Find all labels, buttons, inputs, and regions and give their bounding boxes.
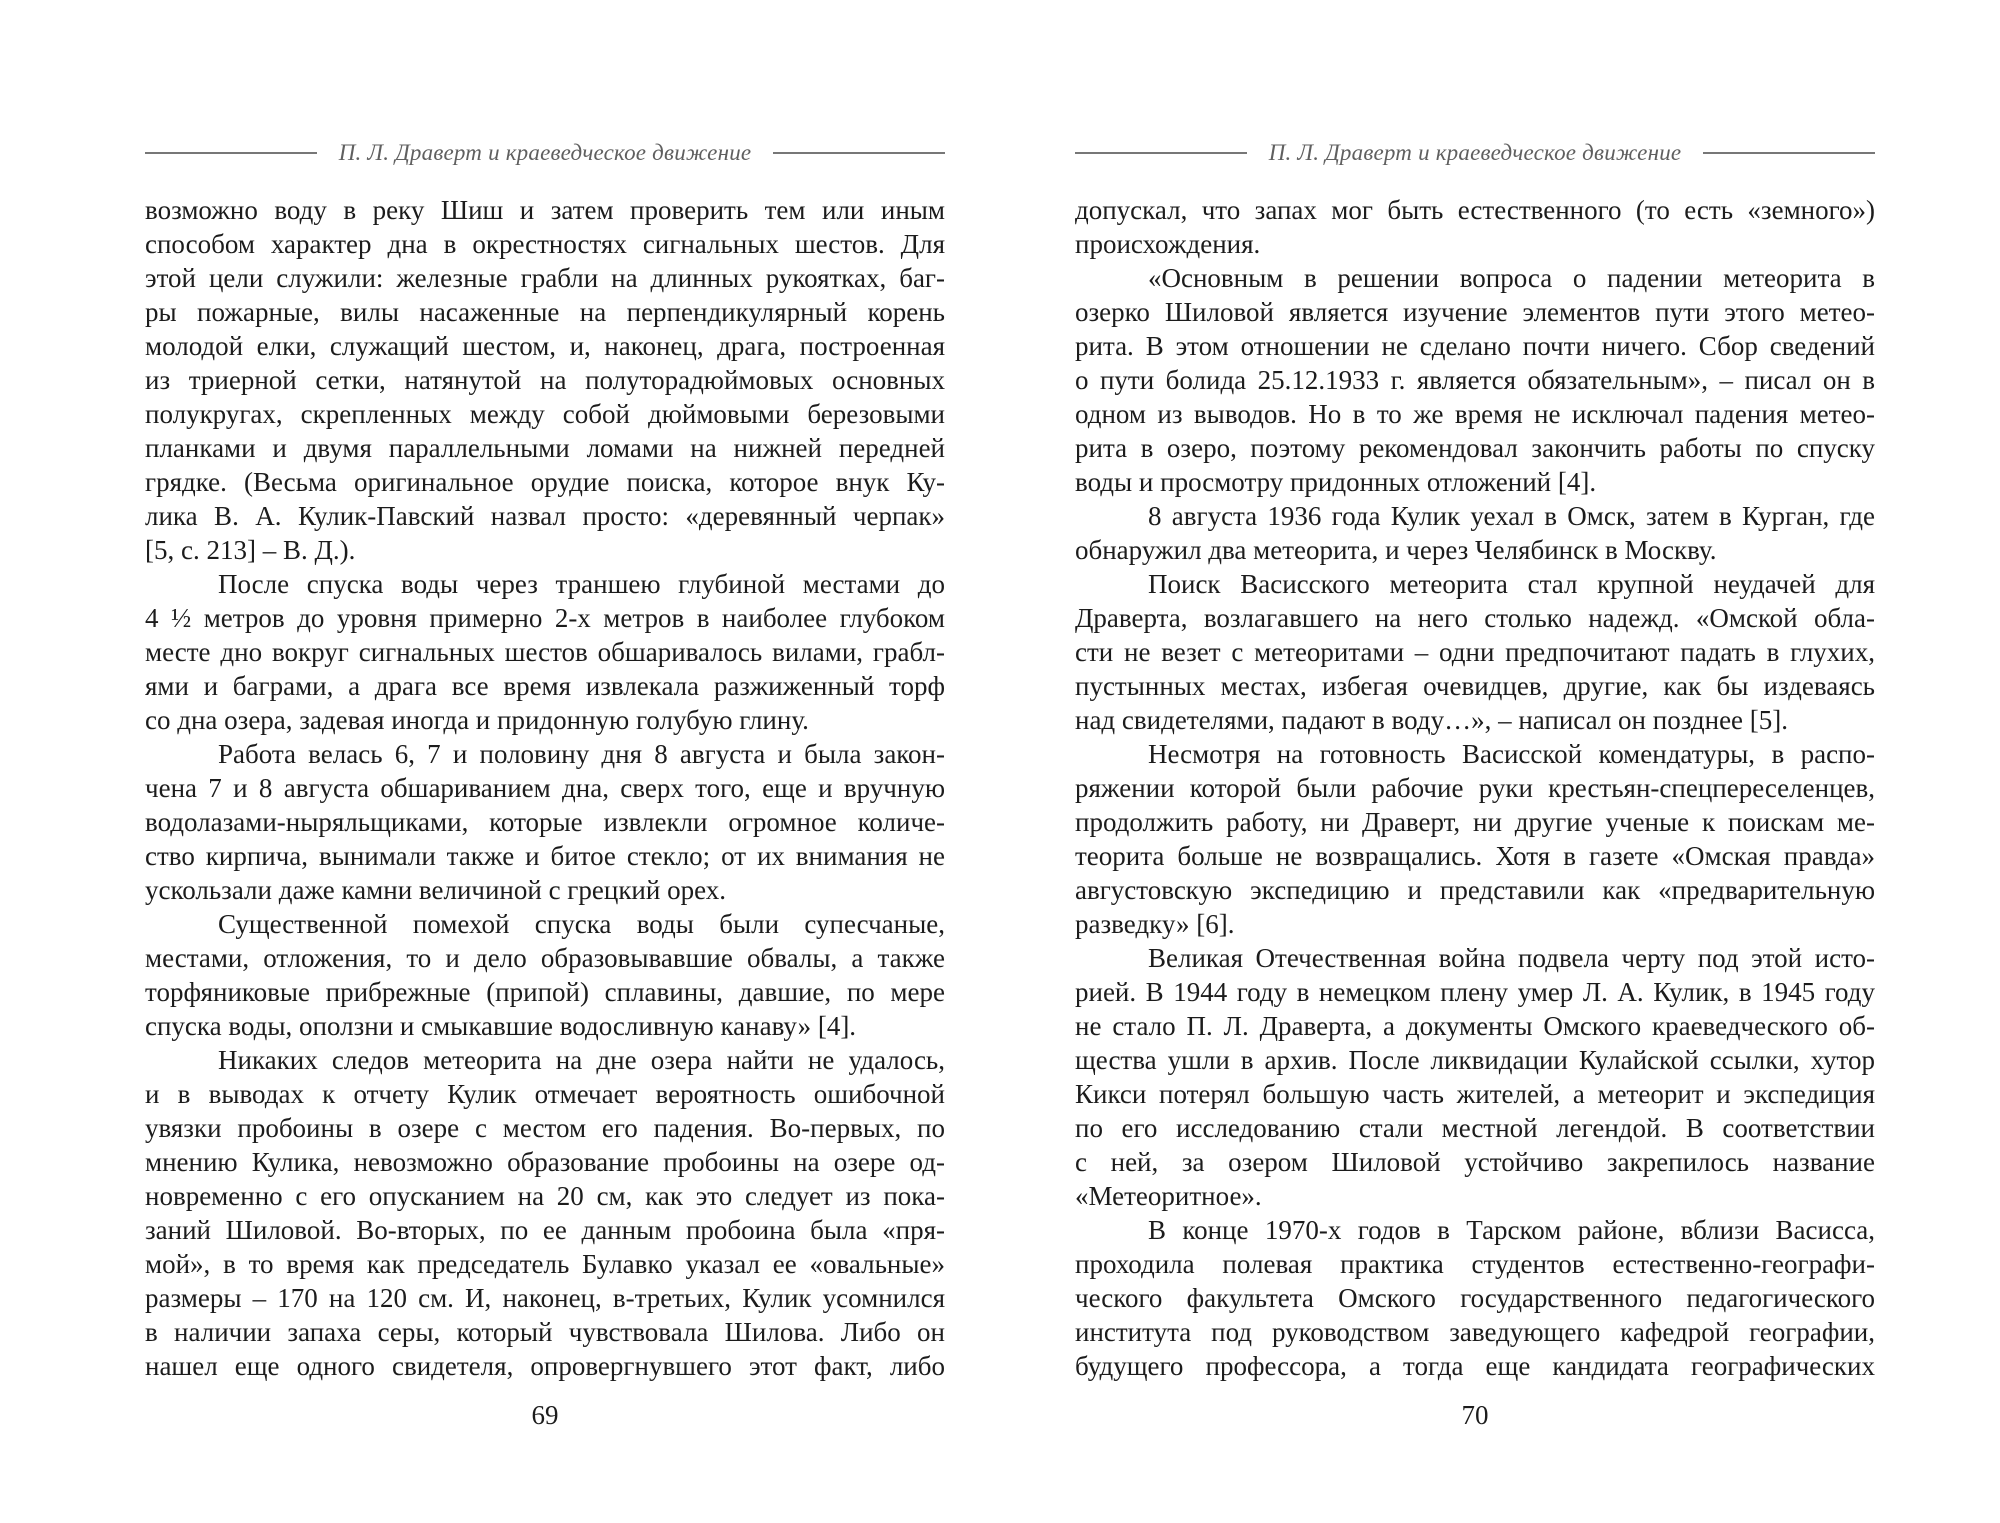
text-line: Работа велась 6, 7 и половину дня 8 августа и была закон- — [218, 739, 945, 769]
text-line: ры пожарные, вилы насаженные на перпендикулярный корень — [145, 297, 945, 327]
body-text — [1075, 193, 1875, 1383]
text-line: Никаких следов метеорита на дне озера найти не удалось, — [218, 1045, 945, 1075]
text-line: будущего профессора, а тогда еще кандидата географических — [1075, 1351, 1875, 1381]
text-line: из триерной сетки, натянутой на полуторадюймовых основных — [145, 365, 945, 395]
text-line: молодой елки, служащий шестом, и, наконец, драга, построенная — [145, 331, 945, 361]
text-line: и в выводах к отчету Кулик отмечает вероятность ошибочной — [145, 1079, 945, 1109]
text-line: увязки пробоины в озере с местом его падения. Во-первых, по — [145, 1113, 945, 1143]
text-line: по его исследованию стали местной легендой. В соответствии — [1075, 1113, 1875, 1143]
text-line: «Метеоритное». — [1075, 1181, 1262, 1211]
text-line: института под руководством заведующего кафедрой географии, — [1075, 1317, 1875, 1347]
header-rule-left — [1075, 152, 1247, 154]
text-line: рита в озеро, поэтому рекомендовал закончить работы по спуску — [1075, 433, 1875, 463]
text-line: Несмотря на готовность Васисской комендатуры, в распо- — [1148, 739, 1875, 769]
text-line: месте дно вокруг сигнальных шестов обшаривалось вилами, грабл- — [145, 637, 945, 667]
text-line: В конце 1970-х годов в Тарском районе, вблизи Васисса, — [1148, 1215, 1875, 1245]
text-line: щества ушли в архив. После ликвидации Кулайской ссылки, хутор — [1075, 1045, 1875, 1075]
text-line: возможно воду в реку Шиш и затем проверить тем или иным — [145, 195, 945, 225]
text-line: 8 августа 1936 года Кулик уехал в Омск, затем в Курган, где — [1148, 501, 1875, 531]
text-line: в наличии запаха серы, который чувствовала Шилова. Либо он — [145, 1317, 945, 1347]
text-line: водолазами-ныряльщиками, которые извлекли огромное количе- — [145, 807, 945, 837]
text-line: грядке. (Весьма оригинальное орудие поиска, которое внук Ку- — [145, 467, 945, 497]
text-line: августовскую экспедицию и представили как «предварительную — [1075, 875, 1875, 905]
text-line: нашел еще одного свидетеля, опровергнувшего этот факт, либо — [145, 1351, 945, 1381]
text-line: новременно с его опусканием на 20 см, как это следует из пока- — [145, 1181, 945, 1211]
text-line: рией. В 1944 году в немецком плену умер Л. А. Кулик, в 1945 году — [1075, 977, 1875, 1007]
text-line: допускал, что запах мог быть естественного (то есть «земного») — [1075, 195, 1875, 225]
text-line: местами, отложения, то и дело образовывавшие обвалы, а также — [145, 943, 945, 973]
left-page — [145, 0, 945, 1523]
text-line: ческого факультета Омского государственного педагогического — [1075, 1283, 1875, 1313]
text-line: Драверта, возлагавшего на него столько надежд. «Омской обла- — [1075, 603, 1875, 633]
header-rule-right — [773, 152, 945, 154]
text-line: способом характер дна в окрестностях сигнальных шестов. Для — [145, 229, 945, 259]
text-line: ускользали даже камни величиной с грецкий орех. — [145, 875, 726, 905]
text-line: над свидетелями, падают в воду…», – написал он позднее [5]. — [1075, 705, 1789, 735]
text-line: сти не везет с метеоритами – одни предпочитают падать в глухих, — [1075, 637, 1875, 667]
text-line: воды и просмотру придонных отложений [4]. — [1075, 467, 1597, 497]
running-header-title: П. Л. Драверт и краеведческое движение — [338, 140, 752, 165]
text-line: не стало П. Л. Драверта, а документы Омского краеведческого об- — [1075, 1011, 1875, 1041]
right-page — [1075, 0, 1875, 1523]
text-line: Поиск Васисского метеорита стал крупной неудачей для — [1148, 569, 1875, 599]
text-line: проходила полевая практика студентов естественно-географи- — [1075, 1249, 1875, 1279]
text-line: одном из выводов. Но в то же время не исключал падения метео- — [1075, 399, 1875, 429]
text-line: о пути болида 25.12.1933 г. является обязательным», – писал он в — [1075, 365, 1875, 395]
text-line: размеры – 170 на 120 см. И, наконец, в-третьих, Кулик усомнился — [145, 1283, 945, 1313]
text-line: разведку» [6]. — [1075, 909, 1235, 939]
running-header — [145, 138, 945, 168]
text-line: мой», в то время как председатель Булавко указал ее «овальные» — [145, 1249, 945, 1279]
text-line: мнению Кулика, невозможно образование пробоины на озере од- — [145, 1147, 945, 1177]
text-line: Существенной помехой спуска воды были супесчаные, — [218, 909, 945, 939]
text-line: полукругах, скрепленных между собой дюймовыми березовыми — [145, 399, 945, 429]
text-line: После спуска воды через траншею глубиной местами до — [218, 569, 945, 599]
text-line: продолжить работу, ни Драверт, ни другие ученые к поискам ме- — [1075, 807, 1875, 837]
text-line: [5, с. 213] – В. Д.). — [145, 535, 356, 565]
text-line: Великая Отечественная война подвела черту под этой исто- — [1148, 943, 1875, 973]
text-line: лика В. А. Кулик-Павский назвал просто: «деревянный черпак» — [145, 501, 945, 531]
text-line: теорита больше не возвращались. Хотя в газете «Омская правда» — [1075, 841, 1875, 871]
text-line: с ней, за озером Шиловой устойчиво закрепилось название — [1075, 1147, 1875, 1177]
text-line: ями и баграми, а драга все время извлекала разжиженный торф — [145, 671, 945, 701]
text-line: озерко Шиловой является изучение элементов пути этого метео- — [1075, 297, 1875, 327]
text-line: происхождения. — [1075, 229, 1261, 259]
text-line: заний Шиловой. Во-вторых, по ее данным пробоина была «пря- — [145, 1215, 945, 1245]
text-line: планками и двумя параллельными ломами на нижней передней — [145, 433, 945, 463]
text-line: со дна озера, задевая иногда и придонную голубую глину. — [145, 705, 809, 735]
text-line: пустынных местах, избегая очевидцев, другие, как бы издеваясь — [1075, 671, 1875, 701]
text-line: спуска воды, оползни и смыкавшие водосливную канаву» [4]. — [145, 1011, 857, 1041]
text-line: обнаружил два метеорита, и через Челябинск в Москву. — [1075, 535, 1717, 565]
text-line: торфяниковые прибрежные (припой) сплавины, давшие, по мере — [145, 977, 945, 1007]
text-line: рита. В этом отношении не сделано почти ничего. Сбор сведений — [1075, 331, 1875, 361]
page-number: 70 — [1461, 1400, 1489, 1430]
text-line: чена 7 и 8 августа обшариванием дна, сверх того, еще и вручную — [145, 773, 945, 803]
text-line: этой цели служили: железные грабли на длинных рукоятках, баг- — [145, 263, 945, 293]
body-text — [145, 193, 945, 1383]
text-line: ряжении которой были рабочие руки крестьян-спецпереселенцев, — [1075, 773, 1875, 803]
running-header-title: П. Л. Драверт и краеведческое движение — [1268, 140, 1682, 165]
text-line: Кикси потерял большую часть жителей, а метеорит и экспедиция — [1075, 1079, 1875, 1109]
page-number: 69 — [531, 1400, 559, 1430]
running-header — [1075, 138, 1875, 168]
header-rule-left — [145, 152, 317, 154]
text-line: 4 ½ метров до уровня примерно 2-х метров в наиболее глубоком — [145, 603, 945, 633]
text-line: ство кирпича, вынимали также и битое стекло; от их внимания не — [145, 841, 945, 871]
text-line: «Основным в решении вопроса о падении метеорита в — [1148, 263, 1875, 293]
header-rule-right — [1703, 152, 1875, 154]
